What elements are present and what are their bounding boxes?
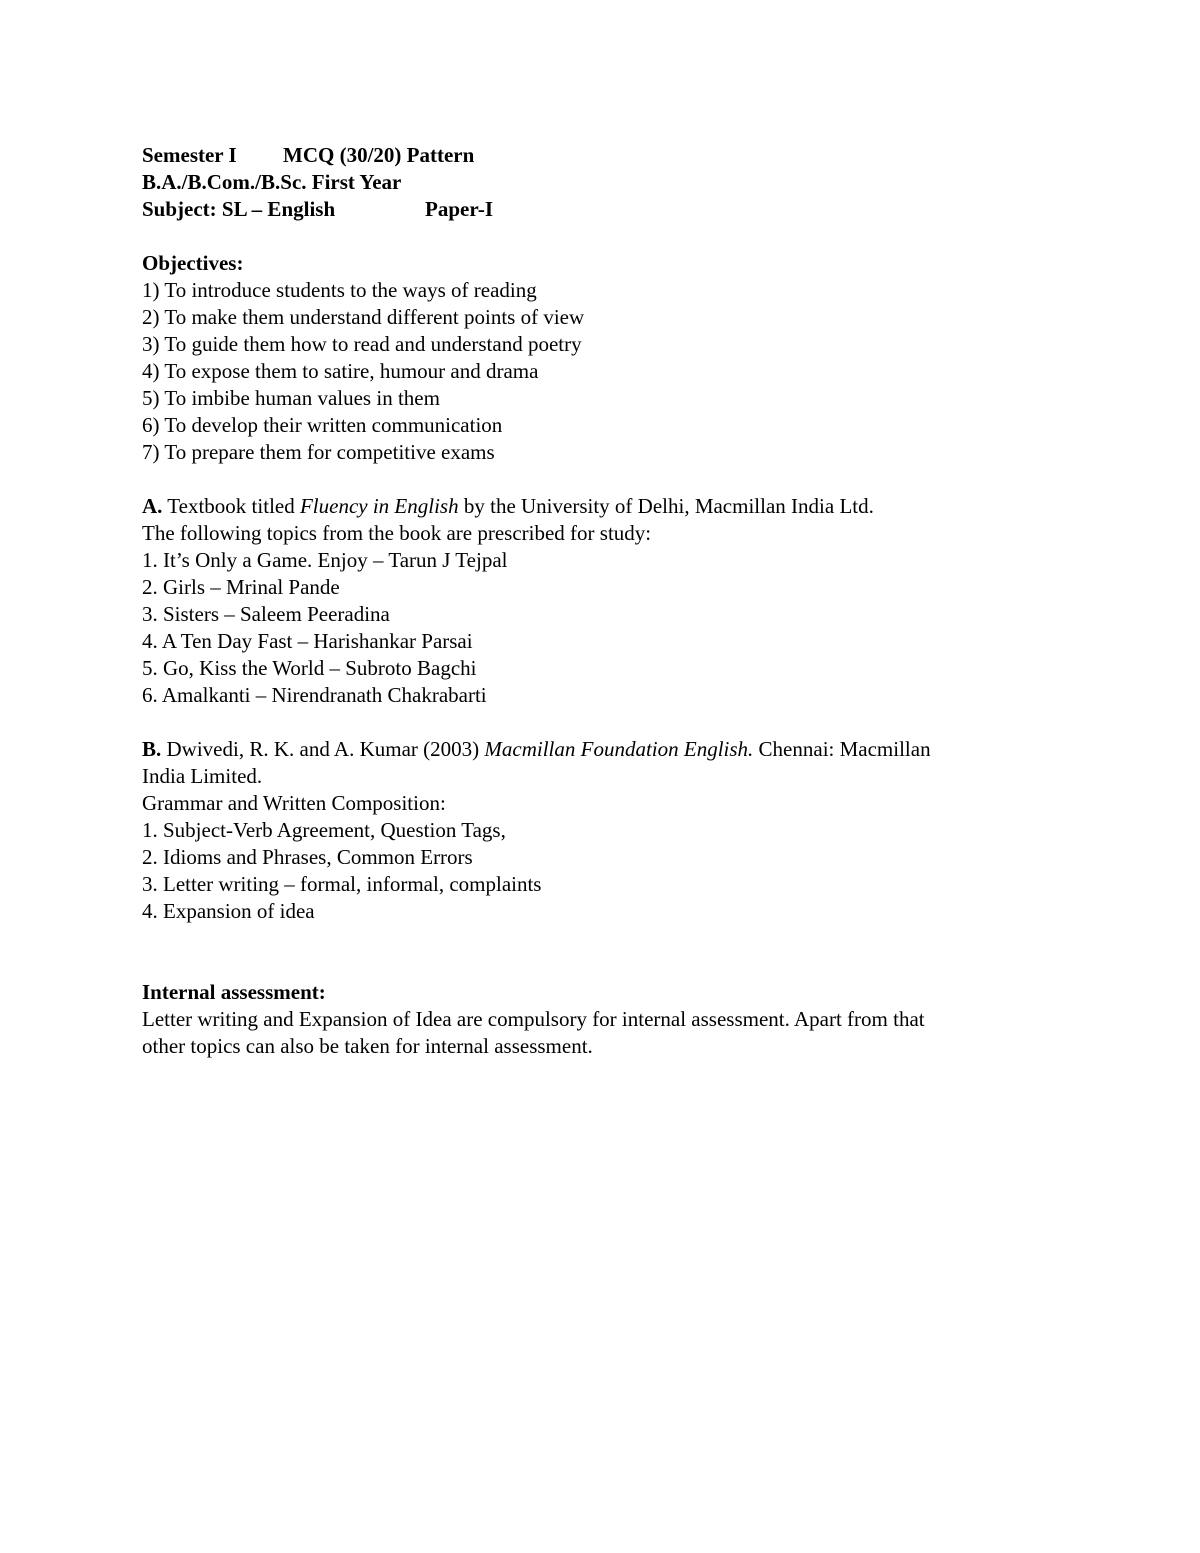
spacer <box>142 709 1042 736</box>
header-line-3 <box>142 196 1042 223</box>
section-a-topic: 2. Girls – Mrinal Pande <box>142 575 340 599</box>
spacer <box>142 925 1042 979</box>
spacer <box>142 223 1042 250</box>
course-label: B.A./B.Com./B.Sc. First Year <box>142 170 402 194</box>
section-a-topic: 3. Sisters – Saleem Peeradina <box>142 602 390 626</box>
semester-label: Semester I <box>142 143 237 167</box>
objective-item: 1) To introduce students to the ways of reading <box>142 278 537 302</box>
section-a-title <box>142 493 1042 520</box>
section-a-text-before: Textbook titled <box>162 494 300 518</box>
section-a-label: A. <box>142 494 163 518</box>
section-b-line-2: India Limited. <box>142 764 263 788</box>
header-line-1 <box>142 142 1042 169</box>
section-a-book-title: Fluency in English <box>299 494 459 518</box>
objectives-heading: Objectives: <box>142 251 244 275</box>
objective-item: 2) To make them understand different points of view <box>142 305 585 329</box>
section-a-text-after: by the University of Delhi, Macmillan India Ltd. <box>458 494 874 518</box>
section-a-topic: 6. Amalkanti – Nirendranath Chakrabarti <box>142 683 487 707</box>
objective-item: 3) To guide them how to read and understand poetry <box>142 332 582 356</box>
objective-item: 6) To develop their written communication <box>142 413 503 437</box>
section-a-topic: 5. Go, Kiss the World – Subroto Bagchi <box>142 656 477 680</box>
section-b-text-after: Chennai: Macmillan <box>753 737 931 761</box>
internal-assessment-line-2: other topics can also be taken for internal assessment. <box>142 1034 593 1058</box>
section-b-title <box>142 736 1042 763</box>
section-a-topic: 4. A Ten Day Fast – Harishankar Parsai <box>142 629 473 653</box>
section-b-label: B. <box>142 737 162 761</box>
section-b-book-title: Macmillan Foundation English. <box>484 737 754 761</box>
document-body <box>142 142 1042 1060</box>
section-a-topic: 1. It’s Only a Game. Enjoy – Tarun J Tejpal <box>142 548 508 572</box>
section-b-topic: 2. Idioms and Phrases, Common Errors <box>142 845 473 869</box>
subject-label: Subject: SL – English <box>142 197 336 221</box>
section-b-topic: 1. Subject-Verb Agreement, Question Tags, <box>142 818 506 842</box>
objective-item: 7) To prepare them for competitive exams <box>142 440 495 464</box>
paper-label: Paper-I <box>425 197 494 221</box>
section-b-topic: 4. Expansion of idea <box>142 899 315 923</box>
section-a-intro: The following topics from the book are prescribed for study: <box>142 521 652 545</box>
section-b-text-before: Dwivedi, R. K. and A. Kumar (2003) <box>161 737 485 761</box>
spacer <box>142 466 1042 493</box>
objective-item: 5) To imbibe human values in them <box>142 386 440 410</box>
pattern-label: MCQ (30/20) Pattern <box>283 143 475 167</box>
section-b-topic: 3. Letter writing – formal, informal, complaints <box>142 872 542 896</box>
section-b-intro: Grammar and Written Composition: <box>142 791 446 815</box>
internal-assessment-line-1: Letter writing and Expansion of Idea are compulsory for internal assessment. Apart from that <box>142 1007 925 1031</box>
internal-assessment-heading: Internal assessment: <box>142 980 326 1004</box>
objective-item: 4) To expose them to satire, humour and drama <box>142 359 539 383</box>
